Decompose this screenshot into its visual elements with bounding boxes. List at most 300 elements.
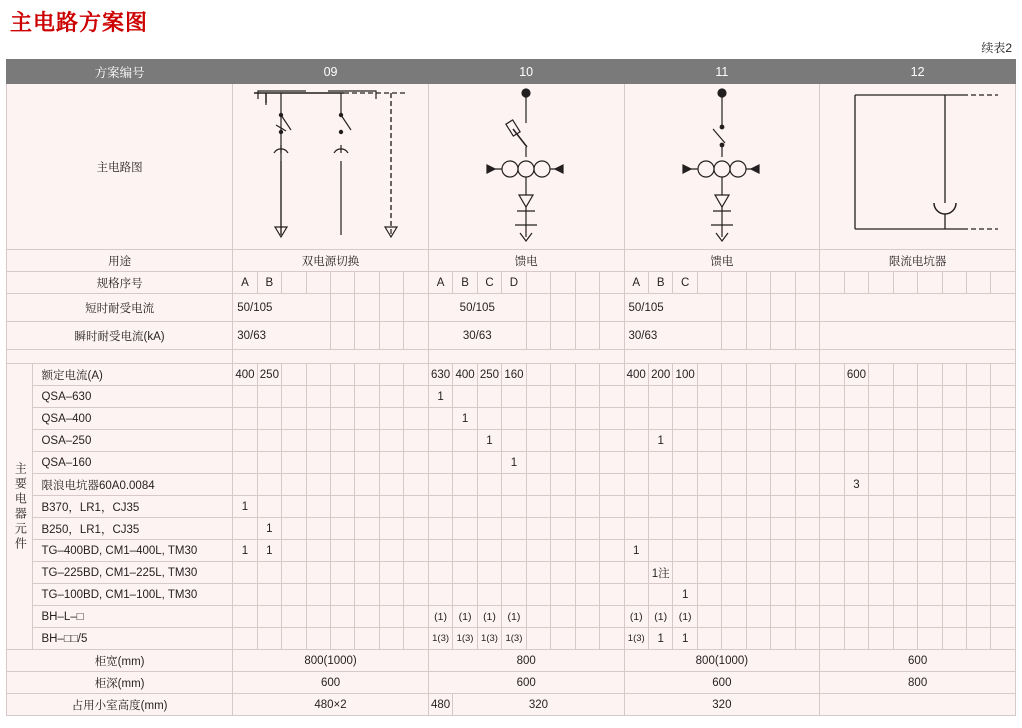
c0-09-c	[282, 386, 306, 408]
c9-12-f	[942, 584, 966, 606]
c2-11-h	[795, 430, 820, 452]
c6-11-a	[624, 518, 648, 540]
c2-11-g	[771, 430, 795, 452]
c5-10-d	[502, 496, 526, 518]
c3-12-c	[869, 452, 893, 474]
bh5-10-e	[526, 628, 550, 650]
spec-10-f	[551, 272, 575, 294]
c7-12-a	[820, 540, 844, 562]
c3-11-a	[624, 452, 648, 474]
c9-09-e	[331, 584, 355, 606]
instant-label: 瞬时耐受电流(kA)	[7, 322, 233, 350]
c9-10-g	[575, 584, 599, 606]
bhl-09-c	[282, 606, 306, 628]
table-row	[7, 518, 1016, 540]
in-10-f	[551, 322, 575, 350]
spec-12-b	[844, 272, 868, 294]
st-09-h	[404, 294, 428, 322]
c1-11-g	[771, 408, 795, 430]
c7-10-e	[526, 540, 550, 562]
c8-12-c	[869, 562, 893, 584]
rc-12-d	[893, 364, 917, 386]
bh5-11-c: 1	[673, 628, 697, 650]
c3-11-g	[771, 452, 795, 474]
cabinet-depth-label: 柜深(mm)	[7, 672, 233, 694]
rc-12-a	[820, 364, 844, 386]
c0-12-f	[942, 386, 966, 408]
c2-10-h	[600, 430, 624, 452]
rc-12-h	[991, 364, 1016, 386]
rc-09-f	[355, 364, 379, 386]
c7-09-c	[282, 540, 306, 562]
c0-12-b	[844, 386, 868, 408]
rc-10-e	[526, 364, 550, 386]
spacer-row	[7, 350, 1016, 364]
bhl-09-d	[306, 606, 330, 628]
c0-11-d	[697, 386, 721, 408]
spec-11-h	[795, 272, 820, 294]
c6-12-a	[820, 518, 844, 540]
bh5-10-f	[551, 628, 575, 650]
c3-10-h	[600, 452, 624, 474]
c8-11-f	[746, 562, 770, 584]
c1-10-f	[551, 408, 575, 430]
cabinet-depth-row	[7, 672, 1016, 694]
c4-11-g	[771, 474, 795, 496]
c9-10-d	[502, 584, 526, 606]
rc-11-b: 200	[648, 364, 672, 386]
rc-12-b: 600	[844, 364, 868, 386]
short-time-09: 50/105	[233, 294, 331, 322]
c9-12-g	[966, 584, 990, 606]
component-name: QSA–160	[33, 452, 233, 474]
c5-09-b	[257, 496, 281, 518]
cabinet-depth-11: 600	[624, 672, 820, 694]
instant-10: 30/63	[428, 322, 526, 350]
c4-12-h	[991, 474, 1016, 496]
c3-12-a	[820, 452, 844, 474]
compartment-height-12	[820, 694, 1016, 716]
c7-10-g	[575, 540, 599, 562]
c8-09-e	[331, 562, 355, 584]
c2-10-d	[502, 430, 526, 452]
spec-10-g	[575, 272, 599, 294]
c7-11-d	[697, 540, 721, 562]
c5-12-d	[893, 496, 917, 518]
spec-09-g	[379, 272, 403, 294]
c1-09-d	[306, 408, 330, 430]
c1-12-g	[966, 408, 990, 430]
c9-11-c: 1	[673, 584, 697, 606]
c2-11-c	[673, 430, 697, 452]
c3-09-c	[282, 452, 306, 474]
c4-11-e	[722, 474, 746, 496]
c3-11-h	[795, 452, 820, 474]
component-name: TG–400BD, CM1–400L, TM30	[33, 540, 233, 562]
table-row	[7, 584, 1016, 606]
c0-09-e	[331, 386, 355, 408]
in-10-h	[600, 322, 624, 350]
spacer-09	[233, 350, 429, 364]
c9-11-e	[722, 584, 746, 606]
c9-11-a	[624, 584, 648, 606]
c0-11-a	[624, 386, 648, 408]
spec-11-f	[746, 272, 770, 294]
c4-09-h	[404, 474, 428, 496]
c1-11-c	[673, 408, 697, 430]
c7-12-f	[942, 540, 966, 562]
c9-09-g	[379, 584, 403, 606]
rc-10-d: 160	[502, 364, 526, 386]
table-row	[7, 408, 1016, 430]
c0-11-h	[795, 386, 820, 408]
rc-11-c: 100	[673, 364, 697, 386]
c2-12-h	[991, 430, 1016, 452]
c9-10-c	[477, 584, 501, 606]
c8-12-g	[966, 562, 990, 584]
c5-10-f	[551, 496, 575, 518]
c6-12-h	[991, 518, 1016, 540]
c9-12-h	[991, 584, 1016, 606]
c3-10-c	[477, 452, 501, 474]
c4-09-c	[282, 474, 306, 496]
spec-11-e	[722, 272, 746, 294]
spec-10-e	[526, 272, 550, 294]
c8-10-b	[453, 562, 477, 584]
rc-09-g	[379, 364, 403, 386]
c8-12-f	[942, 562, 966, 584]
c1-12-f	[942, 408, 966, 430]
c3-10-b	[453, 452, 477, 474]
bhl-10-c: (1)	[477, 606, 501, 628]
c3-10-g	[575, 452, 599, 474]
bhl-10-g	[575, 606, 599, 628]
rc-10-c: 250	[477, 364, 501, 386]
c5-12-c	[869, 496, 893, 518]
c4-10-c	[477, 474, 501, 496]
c3-12-g	[966, 452, 990, 474]
instant-11: 30/63	[624, 322, 722, 350]
c6-09-c	[282, 518, 306, 540]
c5-09-g	[379, 496, 403, 518]
st-10-e	[526, 294, 550, 322]
c5-09-c	[282, 496, 306, 518]
c7-10-d	[502, 540, 526, 562]
c0-09-b	[257, 386, 281, 408]
c5-09-a: 1	[233, 496, 257, 518]
bhl-11-h	[795, 606, 820, 628]
c7-12-d	[893, 540, 917, 562]
bhl-12-e	[918, 606, 942, 628]
c6-10-f	[551, 518, 575, 540]
c7-11-a: 1	[624, 540, 648, 562]
bh5-11-f	[746, 628, 770, 650]
c5-10-g	[575, 496, 599, 518]
c9-09-f	[355, 584, 379, 606]
c4-12-g	[966, 474, 990, 496]
c0-09-a	[233, 386, 257, 408]
c6-12-g	[966, 518, 990, 540]
c3-09-f	[355, 452, 379, 474]
component-name: OSA–250	[33, 430, 233, 452]
c6-09-a	[233, 518, 257, 540]
in-11-f	[746, 322, 770, 350]
c2-09-e	[331, 430, 355, 452]
c8-11-b: 1注	[648, 562, 672, 584]
component-name: BH–□□/5	[33, 628, 233, 650]
bh5-10-a: 1(3)	[428, 628, 452, 650]
instant-12	[820, 322, 1016, 350]
usage-value-09: 双电源切换	[233, 250, 429, 272]
c7-11-e	[722, 540, 746, 562]
c6-10-h	[600, 518, 624, 540]
rc-10-h	[600, 364, 624, 386]
c3-11-c	[673, 452, 697, 474]
short-time-11: 50/105	[624, 294, 722, 322]
scheme-number-header: 方案编号	[7, 60, 233, 84]
c1-09-e	[331, 408, 355, 430]
in-09-h	[404, 322, 428, 350]
st-10-f	[551, 294, 575, 322]
c0-12-a	[820, 386, 844, 408]
bh5-09-g	[379, 628, 403, 650]
c1-09-h	[404, 408, 428, 430]
c4-09-g	[379, 474, 403, 496]
rc-12-f	[942, 364, 966, 386]
c5-12-b	[844, 496, 868, 518]
c0-10-a: 1	[428, 386, 452, 408]
st-10-g	[575, 294, 599, 322]
bh5-11-e	[722, 628, 746, 650]
component-name: B370，LR1，CJ35	[33, 496, 233, 518]
c6-09-e	[331, 518, 355, 540]
c0-10-h	[600, 386, 624, 408]
c6-12-f	[942, 518, 966, 540]
c5-09-f	[355, 496, 379, 518]
spec-10-h	[600, 272, 624, 294]
c2-11-a	[624, 430, 648, 452]
c3-10-d: 1	[502, 452, 526, 474]
bhl-12-a	[820, 606, 844, 628]
c6-11-f	[746, 518, 770, 540]
table-row	[7, 540, 1016, 562]
short-time-row	[7, 294, 1016, 322]
bh5-12-h	[991, 628, 1016, 650]
compartment-height-09: 480×2	[233, 694, 429, 716]
bh5-10-h	[600, 628, 624, 650]
c1-11-a	[624, 408, 648, 430]
cabinet-depth-09: 600	[233, 672, 429, 694]
c9-12-e	[918, 584, 942, 606]
rc-12-g	[966, 364, 990, 386]
c4-10-e	[526, 474, 550, 496]
rc-09-e	[331, 364, 355, 386]
c8-09-f	[355, 562, 379, 584]
c4-11-c	[673, 474, 697, 496]
c7-11-f	[746, 540, 770, 562]
c0-10-g	[575, 386, 599, 408]
bhl-10-h	[600, 606, 624, 628]
c3-12-h	[991, 452, 1016, 474]
c5-10-a	[428, 496, 452, 518]
table-row	[7, 628, 1016, 650]
c7-11-g	[771, 540, 795, 562]
c6-10-c	[477, 518, 501, 540]
c5-11-e	[722, 496, 746, 518]
c3-11-e	[722, 452, 746, 474]
bhl-09-a	[233, 606, 257, 628]
rated-current-row	[7, 364, 1016, 386]
c4-10-b	[453, 474, 477, 496]
rc-10-g	[575, 364, 599, 386]
c3-10-f	[551, 452, 575, 474]
c0-10-b	[453, 386, 477, 408]
c1-11-f	[746, 408, 770, 430]
c7-09-h	[404, 540, 428, 562]
c5-12-a	[820, 496, 844, 518]
c7-10-f	[551, 540, 575, 562]
compartment-height-11: 320	[624, 694, 820, 716]
bhl-12-b	[844, 606, 868, 628]
c7-10-c	[477, 540, 501, 562]
c0-11-e	[722, 386, 746, 408]
c3-11-d	[697, 452, 721, 474]
in-11-g	[771, 322, 795, 350]
spec-12-c	[869, 272, 893, 294]
bh5-09-b	[257, 628, 281, 650]
bh5-09-f	[355, 628, 379, 650]
c1-09-b	[257, 408, 281, 430]
c7-09-f	[355, 540, 379, 562]
bhl-11-d	[697, 606, 721, 628]
bh5-10-d: 1(3)	[502, 628, 526, 650]
c1-11-h	[795, 408, 820, 430]
spec-09-a: A	[233, 272, 257, 294]
c7-09-a: 1	[233, 540, 257, 562]
bhl-09-f	[355, 606, 379, 628]
c5-11-b	[648, 496, 672, 518]
cabinet-width-09: 800(1000)	[233, 650, 429, 672]
c3-11-b	[648, 452, 672, 474]
c3-09-a	[233, 452, 257, 474]
c8-12-a	[820, 562, 844, 584]
c6-10-e	[526, 518, 550, 540]
c3-11-f	[746, 452, 770, 474]
spacer-11	[624, 350, 820, 364]
cabinet-depth-10: 600	[428, 672, 624, 694]
c1-10-h	[600, 408, 624, 430]
compartment-height-label: 占用小室高度(mm)	[7, 694, 233, 716]
c6-09-h	[404, 518, 428, 540]
table-row	[7, 474, 1016, 496]
bh5-11-h	[795, 628, 820, 650]
bh5-12-d	[893, 628, 917, 650]
c4-12-a	[820, 474, 844, 496]
c3-12-f	[942, 452, 966, 474]
spec-10-b: B	[453, 272, 477, 294]
c1-11-b	[648, 408, 672, 430]
cabinet-width-label: 柜宽(mm)	[7, 650, 233, 672]
c7-10-a	[428, 540, 452, 562]
table-row	[7, 452, 1016, 474]
bhl-11-f	[746, 606, 770, 628]
c3-09-b	[257, 452, 281, 474]
instant-row	[7, 322, 1016, 350]
bhl-12-g	[966, 606, 990, 628]
c8-10-h	[600, 562, 624, 584]
scheme-header-11: 11	[624, 60, 820, 84]
st-11-h	[795, 294, 820, 322]
spacer-10	[428, 350, 624, 364]
spec-12-e	[918, 272, 942, 294]
c8-10-f	[551, 562, 575, 584]
c7-09-e	[331, 540, 355, 562]
c7-09-d	[306, 540, 330, 562]
c7-11-b	[648, 540, 672, 562]
c2-12-c	[869, 430, 893, 452]
spec-11-g	[771, 272, 795, 294]
bhl-11-g	[771, 606, 795, 628]
c8-10-c	[477, 562, 501, 584]
rc-11-a: 400	[624, 364, 648, 386]
c2-12-e	[918, 430, 942, 452]
c4-10-g	[575, 474, 599, 496]
c5-12-e	[918, 496, 942, 518]
c9-12-d	[893, 584, 917, 606]
main-circuit-scheme-table	[6, 59, 1016, 716]
c8-09-a	[233, 562, 257, 584]
c6-10-b	[453, 518, 477, 540]
c7-12-e	[918, 540, 942, 562]
c3-10-e	[526, 452, 550, 474]
bh5-11-d	[697, 628, 721, 650]
component-name: QSA–630	[33, 386, 233, 408]
short-time-10: 50/105	[428, 294, 526, 322]
in-09-e	[331, 322, 355, 350]
c4-10-d	[502, 474, 526, 496]
c5-10-h	[600, 496, 624, 518]
rc-10-a: 630	[428, 364, 452, 386]
cabinet-depth-12: 800	[820, 672, 1016, 694]
rc-12-e	[918, 364, 942, 386]
bh5-12-f	[942, 628, 966, 650]
rc-12-c	[869, 364, 893, 386]
c7-10-b	[453, 540, 477, 562]
bhl-10-b: (1)	[453, 606, 477, 628]
c5-10-e	[526, 496, 550, 518]
c8-09-c	[282, 562, 306, 584]
continued-table-label: 续表2	[981, 41, 1012, 55]
c1-09-a	[233, 408, 257, 430]
c4-11-f	[746, 474, 770, 496]
bh5-09-d	[306, 628, 330, 650]
c6-09-d	[306, 518, 330, 540]
bhl-11-c: (1)	[673, 606, 697, 628]
c8-11-g	[771, 562, 795, 584]
c1-12-b	[844, 408, 868, 430]
c2-12-d	[893, 430, 917, 452]
bh5-12-c	[869, 628, 893, 650]
c1-09-f	[355, 408, 379, 430]
bh5-09-e	[331, 628, 355, 650]
spacer-label	[7, 350, 233, 364]
c1-12-h	[991, 408, 1016, 430]
c6-10-a	[428, 518, 452, 540]
bhl-09-g	[379, 606, 403, 628]
c5-09-e	[331, 496, 355, 518]
c8-12-e	[918, 562, 942, 584]
c6-11-b	[648, 518, 672, 540]
